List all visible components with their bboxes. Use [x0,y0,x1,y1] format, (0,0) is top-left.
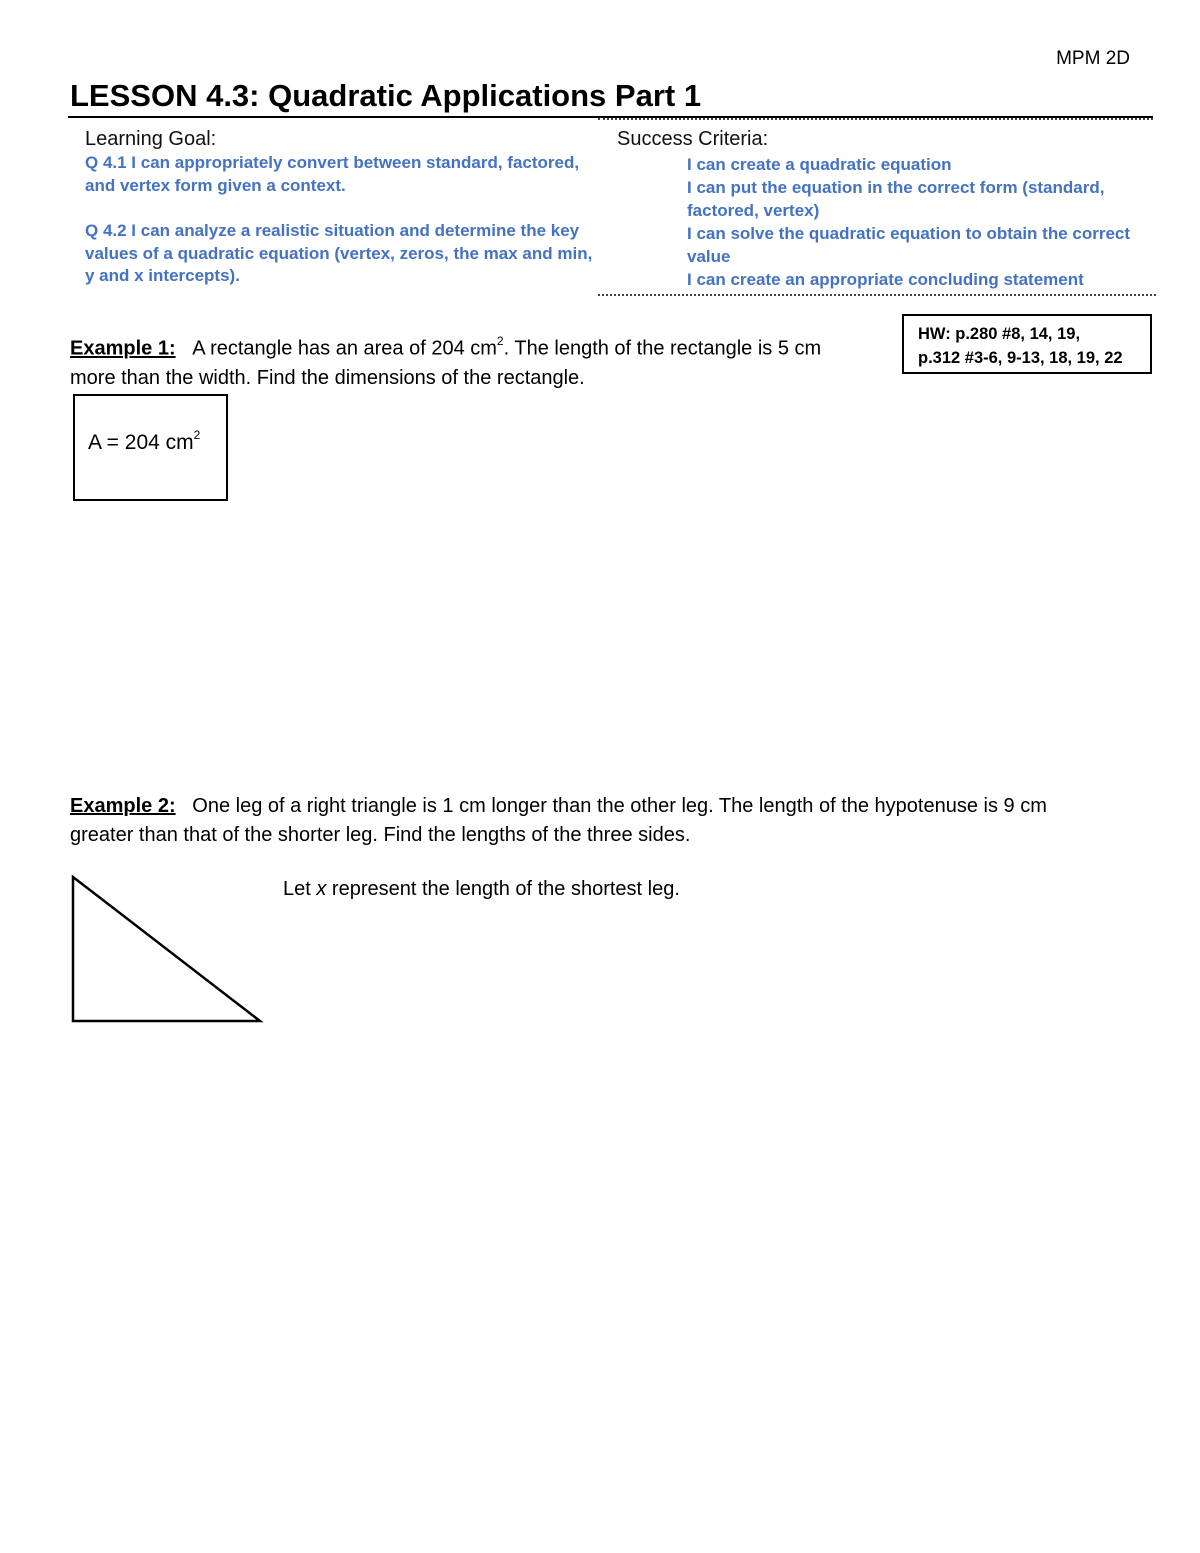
criteria-item [650,153,1160,176]
criteria-border-bottom [598,294,1156,296]
lesson-title: LESSON 4.3: Quadratic Applications Part 1 [70,78,702,113]
checkbox-icon [650,176,687,222]
criteria-item [650,268,1160,291]
success-criteria-heading: Success Criteria: [617,128,769,150]
checkbox-icon [650,268,687,291]
criteria-item [650,176,1160,222]
criteria-text: I can create a quadratic equation [687,155,952,174]
example-2 [70,792,1047,850]
example-1-superscript: 2 [496,334,504,348]
right-triangle-diagram [70,874,266,1026]
checkbox-icon [650,222,687,268]
criteria-text: I can solve the quadratic equation to obtain the correct value [687,224,1131,266]
example-2-line-1: One leg of a right triangle is 1 cm longer than the other leg. The length of the hypotenuse is 9 cm [192,795,1047,817]
example-1-line-2: more than the width. Find the dimensions of the rectangle. [70,366,585,389]
homework-line-2: p.312 #3-6, 9-13, 18, 19, 22 [918,349,1123,367]
success-criteria-list [650,153,1160,291]
criteria-text: I can put the equation in the correct form (standard, factored, vertex) [687,178,1105,220]
area-label: A = 204 $cm^2$ [88,428,201,454]
example-1-text-b: . The length of the rectangle is 5 cm [503,337,822,360]
example-1-text-a: A rectangle has an area of 204 cm [192,337,497,360]
homework-box [902,314,1152,374]
course-code: MPM 2D [1056,48,1130,69]
learning-goal-2: Q 4.2 I can analyze a realistic situation and determine the key values of a quadratic equation (vertex, zeros, the max and min, y and x intercepts). [85,221,593,285]
checkbox-icon [650,153,687,176]
criteria-item [650,222,1160,268]
criteria-border-top [598,118,1153,120]
example-1 [70,329,821,393]
example-2-label: Example 2: [70,795,176,817]
learning-goal-heading: Learning Goal: [85,128,217,150]
criteria-text: I can create an appropriate concluding statement [687,270,1084,289]
homework-line-1: HW: p.280 #8, 14, 19, [918,325,1081,343]
let-x-statement: Let x represent the length of the shortest leg. [283,878,680,900]
example-1-label: Example 1: [70,337,176,360]
learning-goal-1: Q 4.1 I can appropriately convert between standard, factored, and vertex form given a context. [85,153,580,195]
example-2-line-2: greater than that of the shorter leg. Find the lengths of the three sides. [70,824,691,846]
